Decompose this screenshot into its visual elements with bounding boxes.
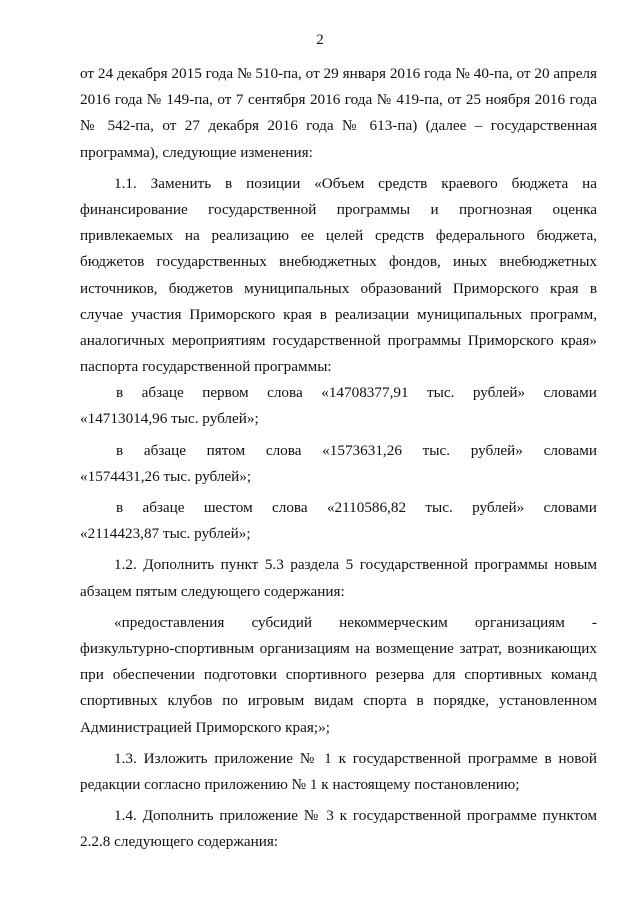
text-line: 1.2. Дополнить пункт 5.3 раздела 5 государственной программы новым (114, 556, 597, 574)
replacement-paragraph-2 (80, 438, 597, 490)
text-line: 1.1. Заменить в позиции «Объем средств краевого бюджета на (114, 174, 597, 192)
document-body (80, 61, 597, 855)
word: тыс. (425, 499, 453, 516)
word: абзаце (143, 441, 186, 459)
text-line: источников, бюджетов муниципальных образований Приморского края в (80, 279, 597, 297)
word: в (116, 441, 124, 459)
word: в (116, 384, 124, 402)
text-line: от 24 декабря 2015 года № 510-па, от 29 января 2016 года № 40-па, от 20 апреля (80, 65, 597, 82)
text-line: программа), следующие изменения: (80, 143, 313, 161)
text-line: «14713014,96 тыс. рублей»; (80, 410, 259, 428)
item-1-1-paragraph (80, 171, 597, 381)
text-line: 2016 года № 149-па, от 7 сентября 2016 года № 419-па, от 25 ноября 2016 года (80, 91, 597, 109)
word: «14708377,91 (321, 384, 409, 402)
word: словами (543, 384, 597, 402)
replacement-paragraph-1 (80, 380, 597, 432)
replacement-paragraph-3 (80, 495, 597, 547)
text-line: случае участия Приморского края в реализации муниципальных программ, (80, 305, 597, 323)
intro-paragraph (80, 61, 597, 166)
word: слова (265, 441, 302, 459)
word: «1573631,26 (322, 441, 402, 459)
replacement-row (80, 438, 597, 464)
text-line: Администрацией Приморского края;»; (80, 718, 330, 736)
item-1-4-paragraph (80, 803, 597, 855)
word: слова (272, 499, 308, 516)
text-line: 1.4. Дополнить приложение № 3 к государственной программе пунктом (114, 807, 597, 825)
text-line: редакции согласно приложению № 1 к настоящему постановлению; (80, 775, 520, 793)
text-line: «1574431,26 тыс. рублей»; (80, 467, 252, 485)
text-line: паспорта государственной программы: (80, 358, 332, 376)
word: первом (202, 384, 249, 402)
text-line: «предоставления субсидий некоммерческим организациям - (114, 613, 597, 631)
text-line: финансирование государственной программы и прогнозная оценка (80, 200, 597, 218)
replacement-row (80, 495, 597, 521)
page-number: 2 (316, 32, 324, 48)
word: в (116, 499, 124, 516)
text-line: физкультурно-спортивным организациям на возмещение затрат, возникающих (80, 639, 597, 657)
word: тыс. (422, 441, 450, 459)
word: «2110586,82 (326, 499, 407, 516)
text-line: 1.3. Изложить приложение № 1 к государственной программе в новой (114, 749, 597, 767)
word: абзаце (141, 384, 184, 402)
word: абзаце (142, 499, 185, 516)
text-line: спортивных клубов по игровым видам спорта в порядке, установленном (80, 692, 597, 710)
word: тыс. (427, 384, 455, 402)
quote-paragraph (80, 610, 597, 741)
word: рублей» (470, 441, 523, 459)
text-line: абзацем пятым следующего содержания: (80, 582, 345, 600)
text-line: привлекаемых на реализацию ее целей средств федерального бюджета, (80, 227, 597, 245)
item-1-3-paragraph (80, 746, 597, 798)
word: словами (543, 499, 597, 516)
word: рублей» (472, 384, 526, 402)
word: шестом (203, 499, 253, 516)
word: слова (267, 384, 303, 402)
text-line: № 542-па, от 27 декабря 2016 года № 613-па) (далее – государственная (80, 117, 597, 135)
text-line: 2.2.8 следующего содержания: (80, 833, 279, 851)
word: рублей» (472, 499, 525, 516)
text-line: бюджетов государственных внебюджетных фондов, иных внебюджетных (80, 253, 597, 271)
text-line: при обеспечении подготовки спортивного резерва для спортивных команд (80, 666, 597, 684)
text-line: «2114423,87 тыс. рублей»; (80, 525, 251, 543)
word: словами (543, 441, 597, 459)
text-line: аналогичных мероприятиям государственной программы Приморского края» (80, 331, 597, 349)
replacement-row (80, 380, 597, 406)
item-1-2-paragraph (80, 552, 597, 604)
word: пятом (206, 441, 246, 459)
